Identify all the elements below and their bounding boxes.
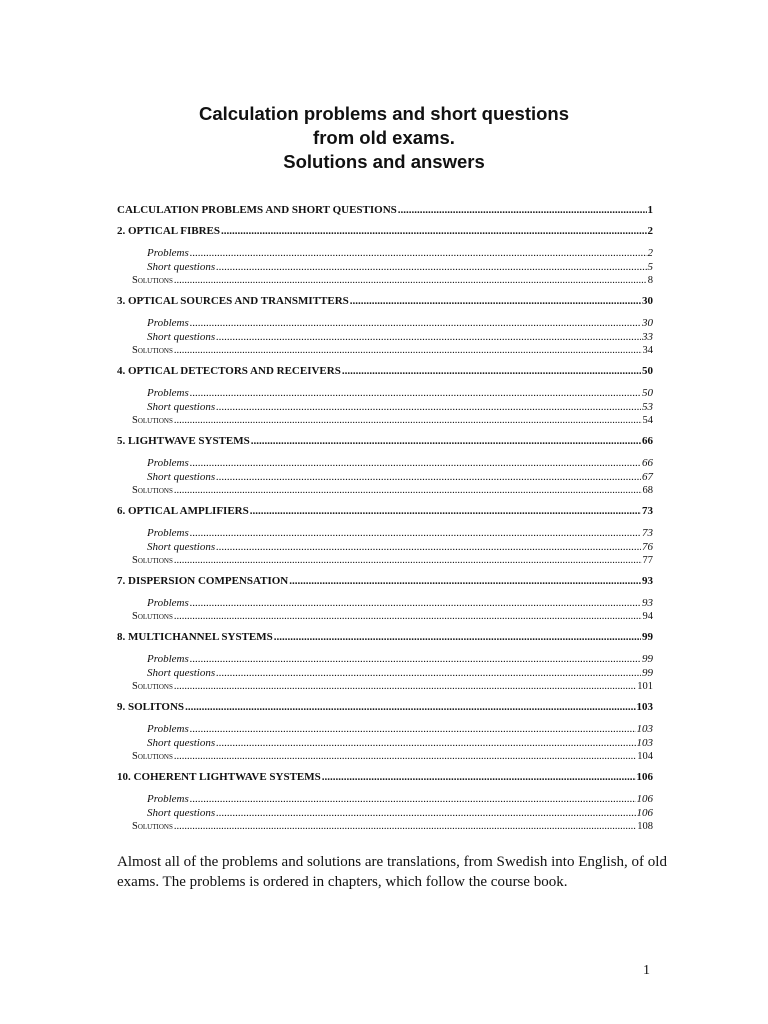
toc-short-questions-entry[interactable] — [117, 400, 653, 414]
toc-leader-dots — [251, 431, 641, 452]
toc-entry-label: Problems — [147, 527, 189, 539]
toc-short-questions-entry[interactable] — [117, 540, 653, 554]
toc-leader-dots — [190, 652, 641, 666]
toc-entry-label: Short questions — [147, 471, 216, 483]
toc-leader-dots — [190, 456, 641, 470]
toc-entry-page: 68 — [642, 485, 653, 496]
title-line-3: Solutions and answers — [283, 151, 485, 172]
toc-entry-label: 6. OPTICAL AMPLIFIERS — [117, 505, 249, 517]
toc-solutions-entry[interactable] — [117, 484, 653, 498]
toc-entry-label: Short questions — [147, 541, 216, 553]
toc-spacer — [117, 834, 653, 837]
toc-entry-label: Problems — [147, 247, 189, 259]
toc-entry-page: 103 — [636, 701, 653, 713]
toc-entry-page: 30 — [642, 317, 653, 329]
toc-entry-label: Short questions — [147, 737, 216, 749]
toc-leader-dots — [216, 666, 641, 680]
toc-leader-dots — [250, 501, 641, 522]
toc-entry-page: 99 — [642, 653, 653, 665]
toc-entry-label: Short questions — [147, 807, 216, 819]
toc-short-questions-entry[interactable] — [117, 736, 653, 750]
toc-entry-label: Problems — [147, 597, 189, 609]
toc-entry-page: 54 — [642, 415, 653, 426]
toc-solutions-entry[interactable] — [117, 680, 653, 694]
toc-entry-page: 5 — [647, 261, 653, 273]
toc-chapter-heading[interactable] — [117, 571, 653, 592]
toc-entry-label: Solutions — [132, 275, 173, 286]
toc-entry-label: 3. OPTICAL SOURCES AND TRANSMITTERS — [117, 295, 349, 307]
table-of-contents — [117, 200, 653, 837]
toc-entry-page: 94 — [642, 611, 653, 622]
toc-leader-dots — [289, 571, 641, 592]
toc-leader-dots — [216, 540, 641, 554]
toc-leader-dots — [190, 246, 647, 260]
toc-chapter-heading[interactable] — [117, 627, 653, 648]
toc-chapter-heading[interactable] — [117, 291, 653, 312]
toc-solutions-entry[interactable] — [117, 820, 653, 834]
toc-entry-page: 53 — [642, 401, 653, 413]
toc-leader-dots — [174, 610, 642, 624]
toc-entry-page: 8 — [647, 275, 653, 286]
toc-solutions-entry[interactable] — [117, 414, 653, 428]
toc-leader-dots — [322, 767, 636, 788]
toc-problems-entry[interactable] — [117, 792, 653, 806]
toc-entry-label: Problems — [147, 653, 189, 665]
toc-entry-label: Problems — [147, 723, 189, 735]
toc-entry-label: Solutions — [132, 485, 173, 496]
toc-entry-label: Solutions — [132, 751, 173, 762]
toc-problems-entry[interactable] — [117, 456, 653, 470]
toc-entry-label: Solutions — [132, 415, 173, 426]
toc-entry-label: Short questions — [147, 331, 216, 343]
toc-problems-entry[interactable] — [117, 316, 653, 330]
toc-entry-page: 99 — [642, 631, 653, 643]
toc-entry-page: 66 — [642, 435, 653, 447]
toc-problems-entry[interactable] — [117, 722, 653, 736]
toc-leader-dots — [190, 316, 641, 330]
toc-entry-page: 106 — [636, 771, 653, 783]
toc-leader-dots — [216, 736, 635, 750]
toc-entry-page: 76 — [642, 541, 653, 553]
toc-short-questions-entry[interactable] — [117, 330, 653, 344]
toc-problems-entry[interactable] — [117, 386, 653, 400]
toc-problems-entry[interactable] — [117, 526, 653, 540]
toc-solutions-entry[interactable] — [117, 610, 653, 624]
toc-entry-label: 4. OPTICAL DETECTORS AND RECEIVERS — [117, 365, 341, 377]
toc-entry-page: 101 — [637, 681, 653, 692]
toc-problems-entry[interactable] — [117, 652, 653, 666]
toc-entry-page: 50 — [642, 365, 653, 377]
toc-entry-label: Short questions — [147, 401, 216, 413]
toc-entry-label: Solutions — [132, 345, 173, 356]
toc-entry-page: 99 — [642, 667, 653, 679]
toc-entry-page: 33 — [642, 331, 653, 343]
toc-entry-page: 108 — [637, 821, 653, 832]
intro-paragraph: Almost all of the problems and solutions are translations, from Swedish into English, of old exams. The problems is ordered in chapters, which follow the course book. — [117, 854, 667, 890]
toc-leader-dots — [174, 344, 642, 358]
toc-problems-entry[interactable] — [117, 596, 653, 610]
toc-entry-page: 2 — [647, 225, 653, 237]
toc-entry-label: Short questions — [147, 667, 216, 679]
toc-entry-label: 8. MULTICHANNEL SYSTEMS — [117, 631, 273, 643]
title-line-1: Calculation problems and short questions — [198, 103, 570, 124]
toc-leader-dots — [350, 291, 641, 312]
toc-solutions-entry[interactable] — [117, 554, 653, 568]
toc-leader-dots — [216, 806, 635, 820]
toc-entry-label: Solutions — [132, 611, 173, 622]
toc-leader-dots — [190, 386, 641, 400]
toc-chapter-heading[interactable] — [117, 431, 653, 452]
toc-leader-dots — [216, 330, 641, 344]
toc-entry-label: 7. DISPERSION COMPENSATION — [117, 575, 289, 587]
toc-leader-dots — [216, 260, 646, 274]
toc-problems-entry[interactable] — [117, 246, 653, 260]
toc-short-questions-entry[interactable] — [117, 806, 653, 820]
page-title — [0, 102, 768, 174]
toc-entry-page: 73 — [642, 527, 653, 539]
toc-entry-page: 106 — [636, 807, 653, 819]
toc-solutions-entry[interactable] — [117, 274, 653, 288]
toc-entry-label: Solutions — [132, 821, 173, 832]
page-number: 1 — [643, 963, 650, 978]
toc-solutions-entry[interactable] — [117, 344, 653, 358]
toc-leader-dots — [398, 200, 647, 221]
toc-leader-dots — [174, 554, 642, 568]
toc-entry-label: Solutions — [132, 555, 173, 566]
toc-chapter-heading[interactable] — [117, 501, 653, 522]
toc-leader-dots — [190, 722, 636, 736]
toc-entry-top[interactable] — [117, 200, 653, 221]
toc-entry-label: 2. OPTICAL FIBRES — [117, 225, 220, 237]
toc-entry-label: Solutions — [132, 681, 173, 692]
toc-entry-label: 10. COHERENT LIGHTWAVE SYSTEMS — [117, 771, 321, 783]
toc-short-questions-entry[interactable] — [117, 260, 653, 274]
toc-leader-dots — [174, 820, 636, 834]
toc-entry-page: 73 — [642, 505, 653, 517]
toc-leader-dots — [190, 526, 641, 540]
toc-entry-label: Short questions — [147, 261, 216, 273]
toc-leader-dots — [221, 221, 647, 242]
toc-chapter-heading[interactable] — [117, 767, 653, 788]
toc-chapter-heading[interactable] — [117, 221, 653, 242]
toc-entry-page: 67 — [642, 471, 653, 483]
toc-leader-dots — [190, 596, 641, 610]
toc-entry-label: 5. LIGHTWAVE SYSTEMS — [117, 435, 250, 447]
toc-entry-page: 66 — [642, 457, 653, 469]
toc-leader-dots — [190, 792, 636, 806]
toc-short-questions-entry[interactable] — [117, 470, 653, 484]
toc-entry-label: 9. SOLITONS — [117, 701, 185, 713]
toc-entry-page: 2 — [647, 247, 653, 259]
toc-entry-label: Problems — [147, 317, 189, 329]
toc-leader-dots — [216, 400, 641, 414]
toc-leader-dots — [174, 414, 642, 428]
toc-leader-dots — [185, 697, 635, 718]
toc-chapter-heading[interactable] — [117, 361, 653, 382]
toc-leader-dots — [174, 274, 647, 288]
toc-entry-page: 106 — [636, 793, 653, 805]
toc-leader-dots — [174, 484, 642, 498]
toc-entry-page: 93 — [642, 597, 653, 609]
toc-entry-label: CALCULATION PROBLEMS AND SHORT QUESTIONS — [117, 204, 397, 216]
toc-chapter-heading[interactable] — [117, 697, 653, 718]
toc-entry-label: Problems — [147, 457, 189, 469]
toc-entry-page: 1 — [647, 204, 653, 216]
title-line-2: from old exams. — [313, 127, 455, 148]
toc-entry-page: 104 — [637, 751, 653, 762]
toc-leader-dots — [174, 680, 636, 694]
toc-leader-dots — [342, 361, 641, 382]
toc-entry-page: 77 — [642, 555, 653, 566]
toc-leader-dots — [174, 750, 636, 764]
toc-entry-page: 103 — [636, 737, 653, 749]
toc-entry-label: Problems — [147, 387, 189, 399]
toc-entry-page: 103 — [636, 723, 653, 735]
toc-entry-page: 93 — [642, 575, 653, 587]
toc-leader-dots — [274, 627, 641, 648]
toc-entry-page: 30 — [642, 295, 653, 307]
toc-entry-page: 50 — [642, 387, 653, 399]
toc-leader-dots — [216, 470, 641, 484]
toc-entry-label: Problems — [147, 793, 189, 805]
toc-chapter-list — [117, 221, 653, 837]
toc-solutions-entry[interactable] — [117, 750, 653, 764]
toc-short-questions-entry[interactable] — [117, 666, 653, 680]
toc-entry-page: 34 — [642, 345, 653, 356]
